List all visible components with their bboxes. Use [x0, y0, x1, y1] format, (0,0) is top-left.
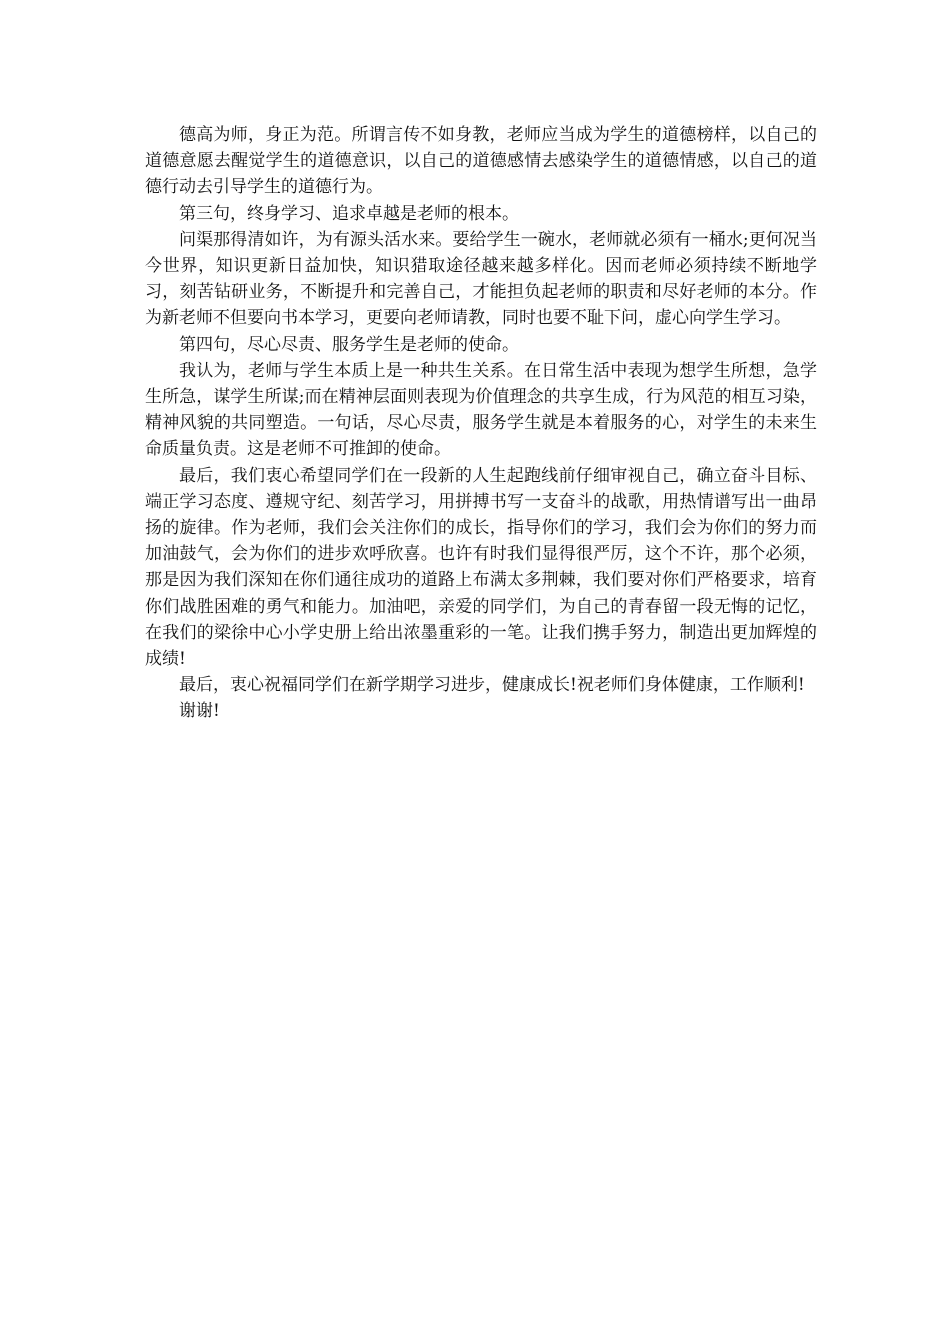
paragraph-role-model: 德高为师，身正为范。所谓言传不如身教，老师应当成为学生的道德榜样，以自己的道德意愿去醒觉学生的道德意识，以自己的道德感情去感染学生的道德情感，以自己的道德行动去引导学生的道德行为。 [145, 125, 817, 198]
paragraph-hopes-for-students: 最后，我们衷心希望同学们在一段新的人生起跑线前仔细审视自己，确立奋斗目标、端正学习态度、遵规守纪、刻苦学习，用拼搏书写一支奋斗的战歌，用热情谱写出一曲昂扬的旋律。作为老师，我们会关注你们的成长，指导你们的学习，我们会为你们的努力而加油鼓气，会为你们的进步欢呼欣喜。也许有时我们显得很严厉，这个不许，那个必须，那是因为我们深知在你们通往成功的道路上布满太多荆棘，我们要对你们严格要求，培育你们战胜困难的勇气和能力。加油吧，亲爱的同学们，为自己的青春留一段无悔的记忆，在我们的梁徐中心小学史册上给出浓墨重彩的一笔。让我们携手努力，制造出更加辉煌的成绩! [145, 465, 817, 670]
paragraph-lifelong-learning: 问渠那得清如许，为有源头活水来。要给学生一碗水，老师就必须有一桶水;更何况当今世界，知识更新日益加快，知识猎取途径越来越多样化。因而老师必须持续不断地学习，刻苦钻研业务，不断提升和完善自己，才能担负起老师的职责和尽好老师的本分。作为新老师不但要向书本学习，更要向老师请教，同时也要不耻下问，虚心向学生学习。 [145, 229, 817, 329]
paragraph-fourth-point-heading: 第四句，尽心尽责、服务学生是老师的使命。 [179, 334, 519, 355]
paragraph-serving-students: 我认为，老师与学生本质上是一种共生关系。在日常生活中表现为想学生所想，急学生所急，谋学生所谋;而在精神层面则表现为价值理念的共享生成，行为风范的相互习染，精神风貌的共同塑造。一句话，尽心尽责，服务学生就是本着服务的心，对学生的未来生命质量负责。这是老师不可推卸的使命。 [145, 360, 817, 460]
paragraph-closing-wishes: 最后，衷心祝福同学们在新学期学习进步，健康成长!祝老师们身体健康，工作顺利! [179, 675, 805, 696]
paragraph-third-point-heading: 第三句，终身学习、追求卓越是老师的根本。 [179, 203, 519, 224]
document-body [145, 122, 817, 725]
paragraph-thanks: 谢谢! [179, 701, 220, 722]
